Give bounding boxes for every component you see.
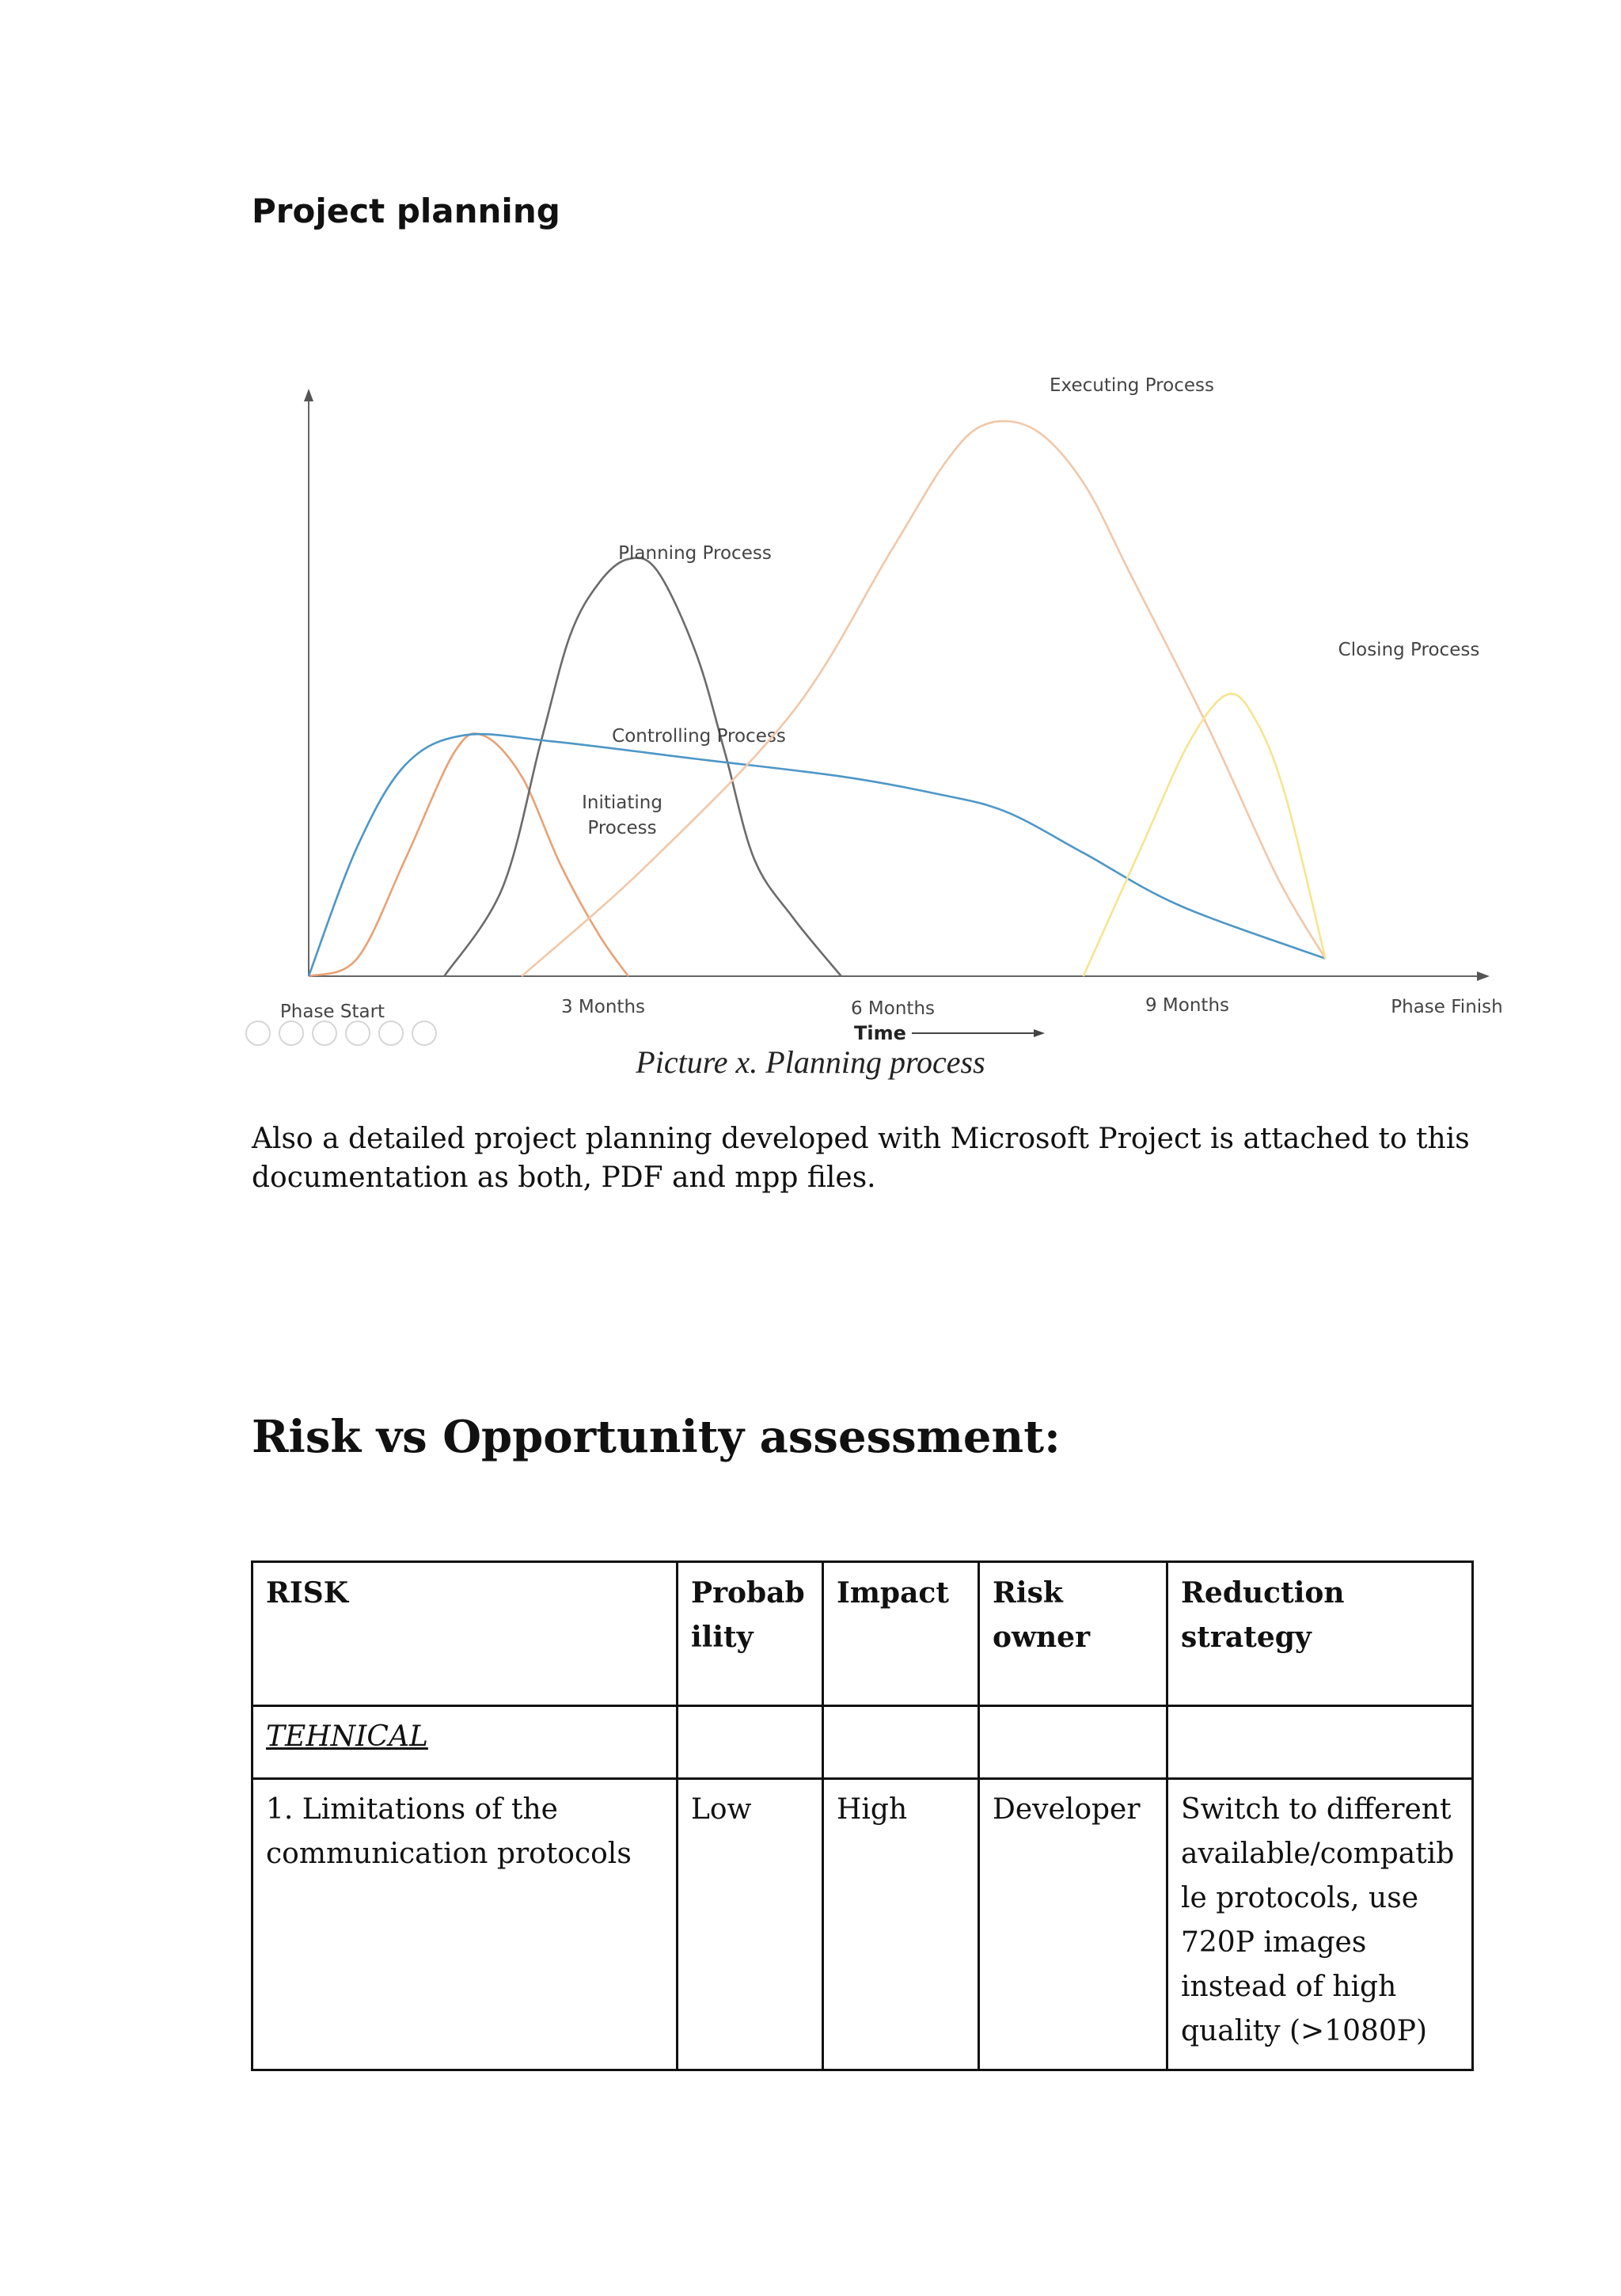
x-axis-title: Time — [854, 1022, 906, 1044]
closing-process-curve — [1084, 694, 1326, 976]
page-title: Project planning — [252, 192, 560, 230]
paragraph-line: documentation as both, PDF and mpp files. — [252, 1161, 876, 1194]
header-impact: Impact — [823, 1562, 979, 1706]
empty-cell — [823, 1706, 979, 1779]
risk-cell: 1. Limitations of the communication protocols — [252, 1779, 678, 2070]
x-tick-label: Phase Finish — [1391, 997, 1503, 1017]
x-axis-arrow — [1477, 971, 1490, 981]
executing-process-label: Executing Process — [1050, 375, 1214, 396]
chart-svg — [245, 360, 1516, 1057]
zoom-in-icon — [379, 1021, 403, 1045]
y-axis-arrow — [304, 389, 313, 401]
header-risk-owner: Risk owner — [979, 1562, 1167, 1706]
table-row — [252, 1779, 1473, 2070]
empty-cell — [979, 1706, 1167, 1779]
x-tick-label: Phase Start — [279, 1002, 385, 1022]
body-paragraph — [252, 1119, 1470, 1197]
initiating-process-curve — [309, 733, 628, 976]
zoom-out-icon — [412, 1021, 436, 1045]
section-heading: Risk vs Opportunity assessment: — [252, 1411, 1061, 1463]
reduction-strategy-cell: Switch to different available/compatib le protocols, use 720P images instead of high quality (>1080P) — [1167, 1779, 1473, 2070]
executing-process-curve — [522, 421, 1325, 976]
x-tick-label: 6 Months — [850, 998, 936, 1019]
planning-process-curve — [444, 558, 841, 976]
category-cell — [252, 1706, 678, 1779]
initiating-process-label: Process — [587, 818, 657, 838]
risk-owner-cell: Developer — [979, 1779, 1167, 2070]
circle-play-icon — [279, 1021, 303, 1045]
empty-cell — [678, 1706, 823, 1779]
impact-cell: High — [823, 1779, 979, 2070]
probability-cell: Low — [678, 1779, 823, 2070]
header-probability: Probab ility — [678, 1562, 823, 1706]
controlling-process-label: Controlling Process — [612, 726, 786, 747]
circle-search-icon — [346, 1021, 370, 1045]
x-tick-label: 9 Months — [1145, 995, 1230, 1016]
planning-process-chart — [245, 360, 1516, 1057]
header-risk: RISK — [252, 1562, 678, 1706]
paragraph-line: Also a detailed project planning developed with Microsoft Project is attached to this — [252, 1123, 1470, 1155]
circle-edit-icon — [313, 1021, 336, 1045]
controlling-process-curve — [309, 734, 1326, 976]
x-tick-label: 3 Months — [560, 997, 646, 1017]
empty-cell — [1167, 1706, 1473, 1779]
circle-left-icon — [246, 1021, 270, 1045]
category-label: TEHNICAL — [266, 1720, 428, 1753]
initiating-process-label: Initiating — [582, 793, 662, 813]
table-category-row — [252, 1706, 1473, 1779]
header-reduction-strategy: Reduction strategy — [1167, 1562, 1473, 1706]
risk-table — [251, 1560, 1474, 2071]
table-header-row — [252, 1562, 1473, 1706]
time-arrow-head — [1034, 1029, 1045, 1037]
planning-process-label: Planning Process — [618, 543, 772, 564]
figure-caption: Picture x. Planning process — [636, 1044, 985, 1080]
closing-process-label: Closing Process — [1338, 640, 1480, 660]
